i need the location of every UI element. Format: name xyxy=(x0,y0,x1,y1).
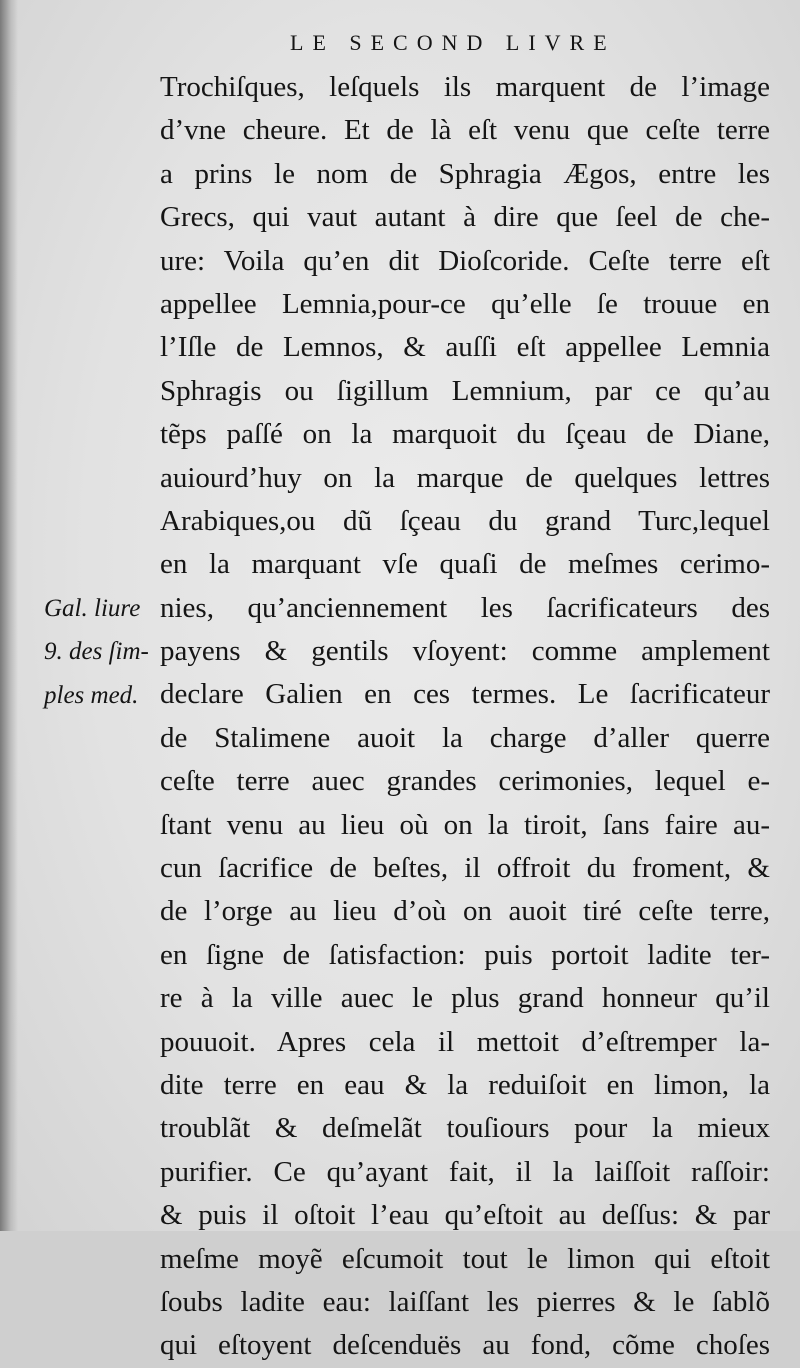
text-line: de l’orge au lieu d’où on auoit tiré ceſte terre, xyxy=(160,895,770,928)
text-line: de Stalimene auoit la charge d’aller querre xyxy=(160,721,770,754)
text-line: dite terre en eau & la reduiſoit en limon, la xyxy=(160,1068,770,1101)
margin-note-line: 9. des ſim- xyxy=(44,638,149,666)
text-line: en ſigne de ſatisfaction: puis portoit ladite ter- xyxy=(160,938,770,971)
text-line: Sphragis ou ſigillum Lemnium, par ce qu’au xyxy=(160,374,770,407)
text-line: troublãt & deſmelãt touſiours pour la mieux xyxy=(160,1112,770,1145)
text-line: ſoubs ladite eau: laiſſant les pierres & le ſablõ xyxy=(160,1285,770,1318)
text-line: ure: Voila qu’en dit Dioſcoride. Ceſte terre eſt xyxy=(160,244,770,277)
text-line: re à la ville auec le plus grand honneur qu’il xyxy=(160,982,770,1015)
text-line: pouuoit. Apres cela il mettoit d’eſtremper la- xyxy=(160,1025,770,1058)
text-line: declare Galien en ces termes. Le ſacrificateur xyxy=(160,678,770,711)
text-line: appellee Lemnia,pour-ce qu’elle ſe trouue en xyxy=(160,287,770,320)
text-line: Trochiſques, leſquels ils marquent de l’image xyxy=(160,71,770,103)
text-line: l’Iſle de Lemnos, & auſſi eſt appellee Lemnia xyxy=(160,331,770,364)
text-line: meſme moyẽ eſcumoit tout le limon qui eſtoit xyxy=(160,1242,770,1275)
margin-note-line: Gal. liure xyxy=(44,595,141,622)
text-line: ceſte terre auec grandes cerimonies, lequel e- xyxy=(160,765,770,798)
margin-note xyxy=(44,587,174,717)
text-line: & puis il oſtoit l’eau qu’eſtoit au deſſus: & par xyxy=(160,1199,770,1232)
text-line: qui eſtoyent deſcenduës au fond, cõme choſes xyxy=(160,1329,770,1362)
text-line: cun ſacrifice de beſtes, il offroit du froment, & xyxy=(160,852,770,885)
body-text xyxy=(160,66,770,1368)
text-line: a prins le nom de Sphragia Ægos, entre les xyxy=(160,157,770,190)
text-line: tẽps paſſé on la marquoit du ſçeau de Diane, xyxy=(160,418,770,451)
running-head: LE SECOND LIVRE xyxy=(290,30,616,55)
text-line: Arabiques,ou dũ ſçeau du grand Turc,lequel xyxy=(160,504,770,537)
text-line: auiourd’huy on la marque de quelques lettres xyxy=(160,461,770,494)
text-line: payens & gentils vſoyent: comme amplement xyxy=(160,635,770,668)
text-line: Grecs, qui vaut autant à dire que ſeel de che- xyxy=(160,201,770,234)
text-line: d’vne cheure. Et de là eſt venu que ceſte terre xyxy=(160,114,770,147)
gutter-shadow xyxy=(0,0,18,1231)
text-line: en la marquant vſe quaſi de meſmes cerimo- xyxy=(160,548,770,581)
text-line: ſtant venu au lieu où on la tiroit, ſans faire au- xyxy=(160,808,770,841)
margin-note-line: ples med. xyxy=(44,681,139,709)
text-line: nies, qu’anciennement les ſacrificateurs des xyxy=(160,591,770,624)
text-line: purifier. Ce qu’ayant fait, il la laiſſoit raſſoir: xyxy=(160,1155,770,1188)
